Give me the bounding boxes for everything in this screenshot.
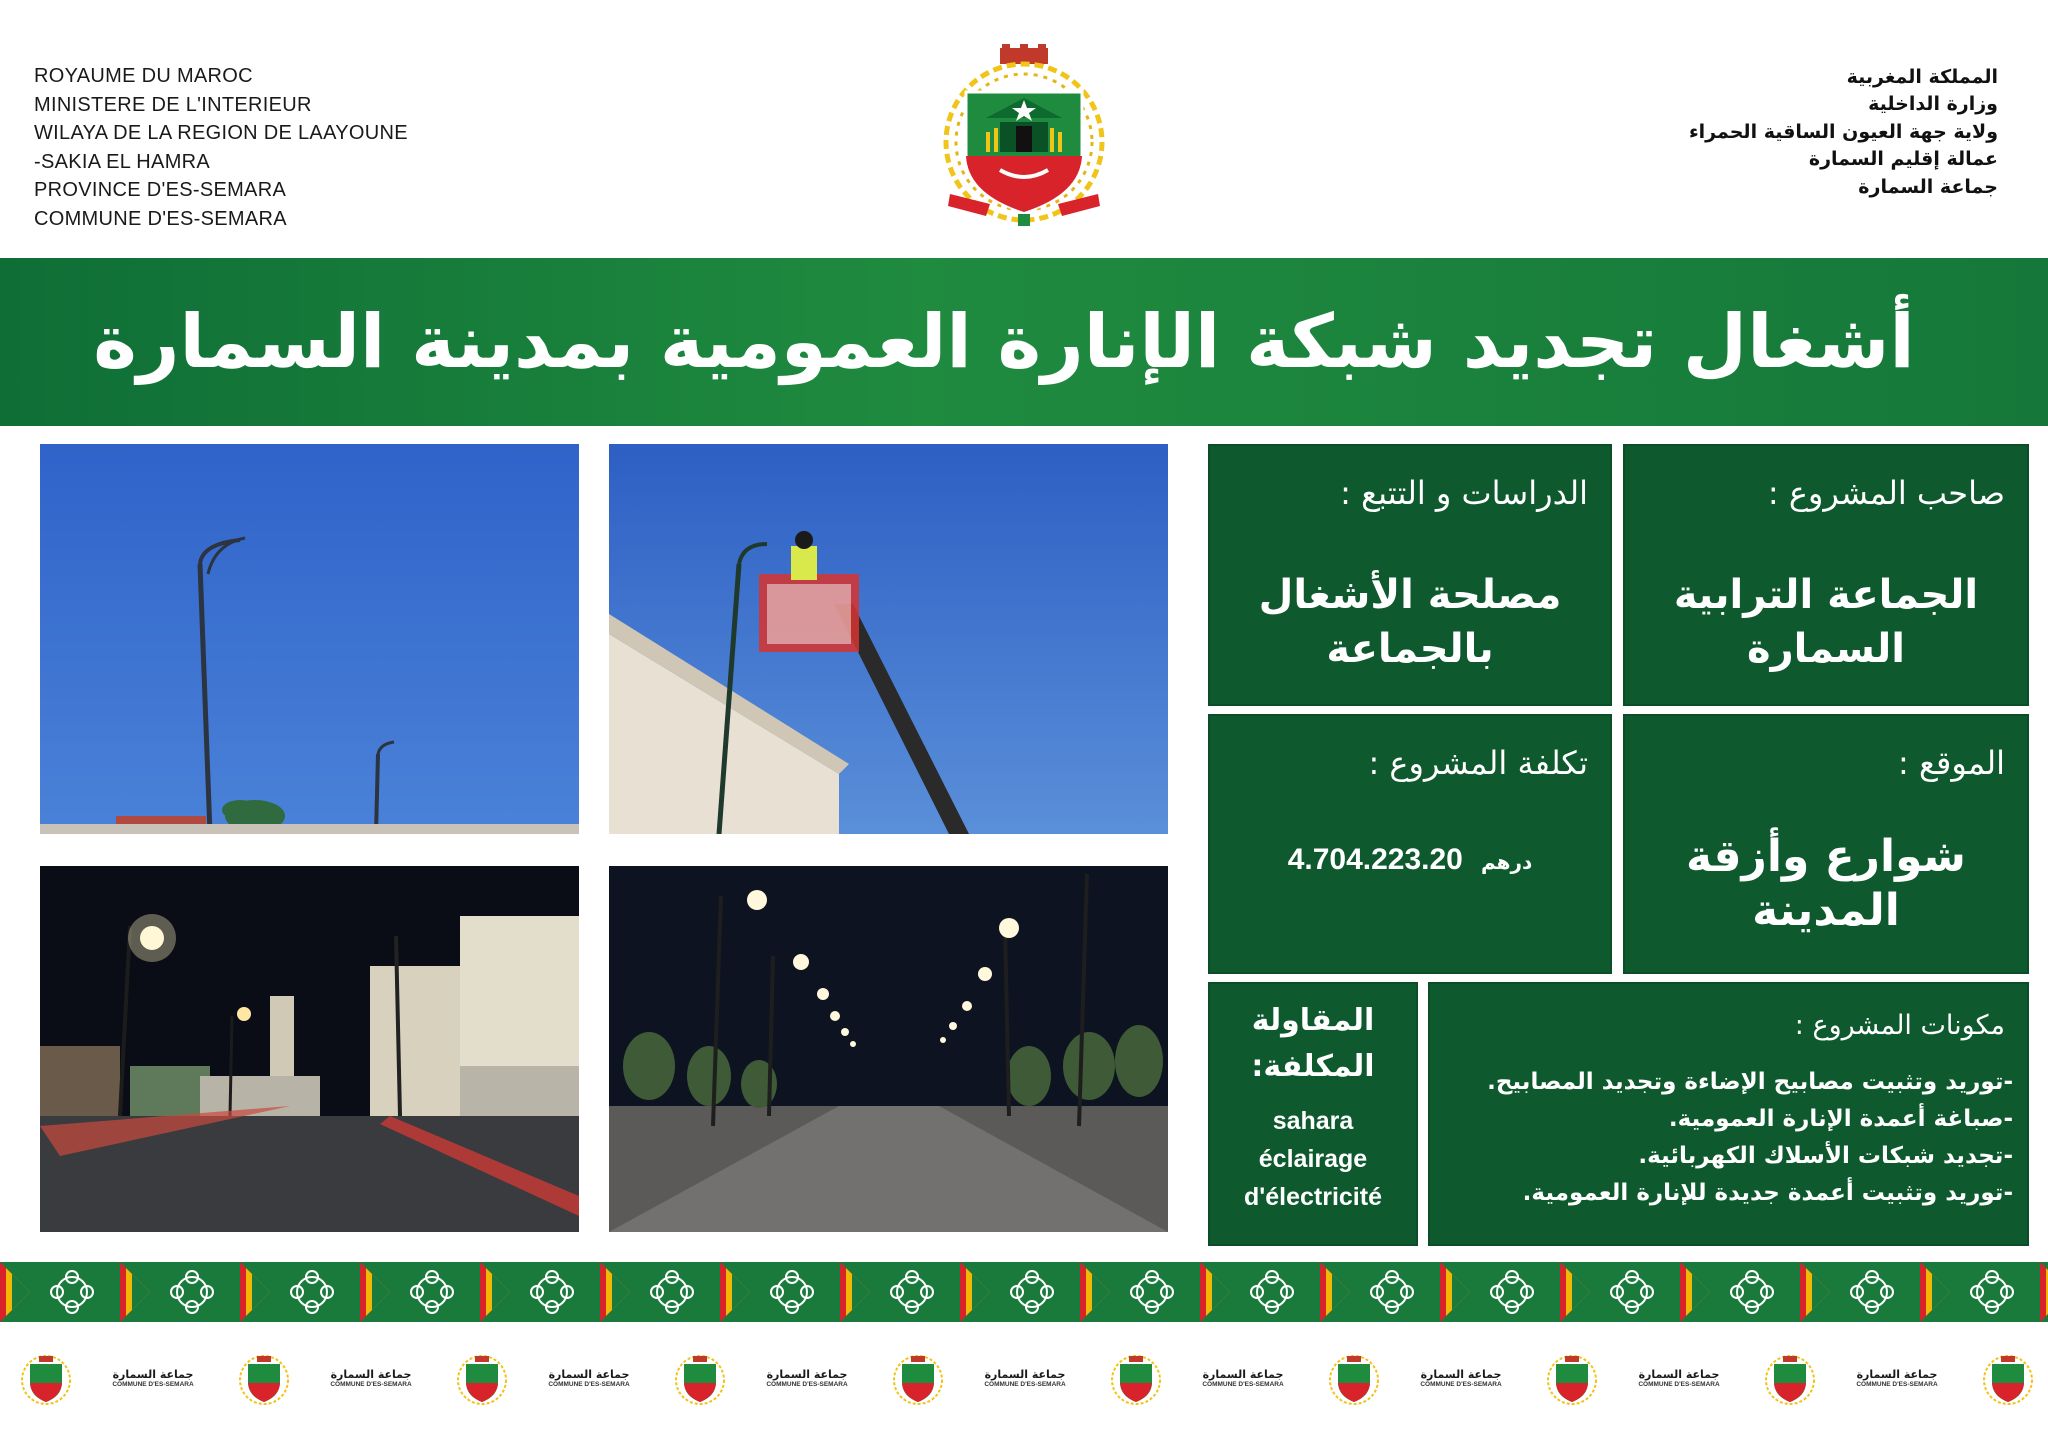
header-fr-line: COMMUNE D'ES-SEMARA [34,207,287,230]
title-banner [0,258,2048,426]
header-fr-line: PROVINCE D'ES-SEMARA [34,179,287,202]
studies-value-line: مصلحة الأشغال [1258,572,1562,618]
list-item: -تجديد شبكات الأسلاك الكهربائية. [1638,1143,2013,1169]
footer-fr: COMMUNE D'ES-SEMARA [112,1381,194,1388]
location-box [1623,714,2029,974]
contractor-label-line: المقاولة [1251,1003,1375,1038]
header-french-block [34,62,494,234]
components-list [1443,1064,2013,1212]
page-title: أشغال تجديد شبكة الإنارة العمومية بمدينة السمارة [93,299,1915,385]
project-components-label: مكونات المشروع : [1794,1010,2005,1041]
footer-ar: جماعة السمارة [1856,1368,1938,1381]
footer-fr: COMMUNE D'ES-SEMARA [1638,1381,1720,1388]
footer-ar: جماعة السمارة [1420,1368,1502,1381]
mini-emblem-icon [1110,1350,1162,1408]
header-fr-line: -SAKIA EL HAMRA [34,150,211,173]
location-value-line: المدينة [1752,885,1900,936]
list-item: -توريد وتثبيت مصابيح الإضاءة وتجديد المصابيح. [1487,1069,2013,1095]
header-ar-line: وزارة الداخلية [1868,93,1998,116]
footer-fr: COMMUNE D'ES-SEMARA [548,1381,630,1388]
header-ar-line: عمالة إقليم السمارة [1808,148,1998,171]
project-cost-box [1208,714,1612,974]
decorative-pattern-band [0,1262,2048,1322]
contractor-box [1208,982,1418,1246]
project-cost-label: تكلفة المشروع : [1368,744,1588,782]
location-value [1635,830,2017,938]
footer-fr: COMMUNE D'ES-SEMARA [330,1381,412,1388]
photo-avenue-night [609,866,1168,1232]
header-arabic-block [1478,64,1998,201]
project-owner-label: صاحب المشروع : [1767,474,2005,512]
mini-emblem-icon [1982,1350,2034,1408]
contractor-name [1214,1102,1412,1216]
mini-emblem-icon [456,1350,508,1408]
mini-emblem-icon [20,1350,72,1408]
mini-emblem-icon [892,1350,944,1408]
studies-followup-label: الدراسات و التتبع : [1340,474,1588,512]
mini-emblem-icon [1546,1350,1598,1408]
avenue-night-lights-photo-icon [609,866,1168,1232]
mini-emblem-icon [1764,1350,1816,1408]
list-item: -توريد وتثبيت أعمدة جديدة للإنارة العمومية. [1522,1180,2013,1206]
contractor-label-line: المكلفة: [1251,1049,1375,1084]
footer-ar: جماعة السمارة [330,1368,412,1381]
footer-ar: جماعة السمارة [112,1368,194,1381]
footer-ar: جماعة السمارة [1202,1368,1284,1381]
location-value-line: شوارع وأزقة [1686,831,1966,882]
commune-emblem-icon [930,44,1118,230]
header-ar-line: ولاية جهة العيون الساقية الحمراء [1688,120,1998,143]
header-ar-line: المملكة المغربية [1846,66,1998,88]
photo-worker-lift [609,444,1168,834]
studies-value-line: بالجماعة [1326,626,1494,672]
street-night-mosque-photo-icon [40,866,579,1232]
project-owner-box [1623,444,2029,706]
studies-followup-value [1220,568,1600,676]
photo-streetlight-day [40,444,579,834]
mini-emblem-icon [674,1350,726,1408]
mini-emblem-icon [238,1350,290,1408]
streetlight-day-photo-icon [40,444,579,834]
contractor-name-line: éclairage [1258,1145,1368,1173]
cost-currency: درهم [1480,850,1533,874]
project-owner-value-line: الجماعة الترابية [1673,572,1979,618]
footer-ar: جماعة السمارة [1638,1368,1720,1381]
footer-ar: جماعة السمارة [766,1368,848,1381]
footer-ar: جماعة السمارة [984,1368,1066,1381]
project-owner-value-line: السمارة [1747,626,1905,672]
list-item: -صباغة أعمدة الإنارة العمومية. [1668,1106,2013,1132]
photo-street-night-mosque [40,866,579,1232]
mini-emblem-icon [1328,1350,1380,1408]
footer-fr: COMMUNE D'ES-SEMARA [984,1381,1066,1388]
project-cost-value [1220,832,1600,889]
footer-logo-strip [0,1332,2048,1448]
footer-fr: COMMUNE D'ES-SEMARA [1202,1381,1284,1388]
header-fr-line: MINISTERE DE L'INTERIEUR [34,93,312,116]
project-components-box [1428,982,2029,1246]
footer-ar: جماعة السمارة [548,1368,630,1381]
project-owner-value [1635,568,2017,676]
footer-fr: COMMUNE D'ES-SEMARA [1856,1381,1938,1388]
contractor-name-line: d'électricité [1244,1183,1382,1211]
header-ar-line: جماعة السمارة [1858,175,1998,198]
contractor-label [1216,998,1410,1090]
location-label: الموقع : [1898,744,2005,782]
contractor-name-line: sahara [1272,1107,1354,1135]
header-fr-line: WILAYA DE LA REGION DE LAAYOUNE [34,122,408,145]
cost-amount: 4.704.223.20 [1287,843,1463,876]
worker-bucket-lift-photo-icon [609,444,1168,834]
studies-followup-box [1208,444,1612,706]
header-fr-line: ROYAUME DU MAROC [34,65,253,87]
footer-fr: COMMUNE D'ES-SEMARA [766,1381,848,1388]
footer-fr: COMMUNE D'ES-SEMARA [1420,1381,1502,1388]
